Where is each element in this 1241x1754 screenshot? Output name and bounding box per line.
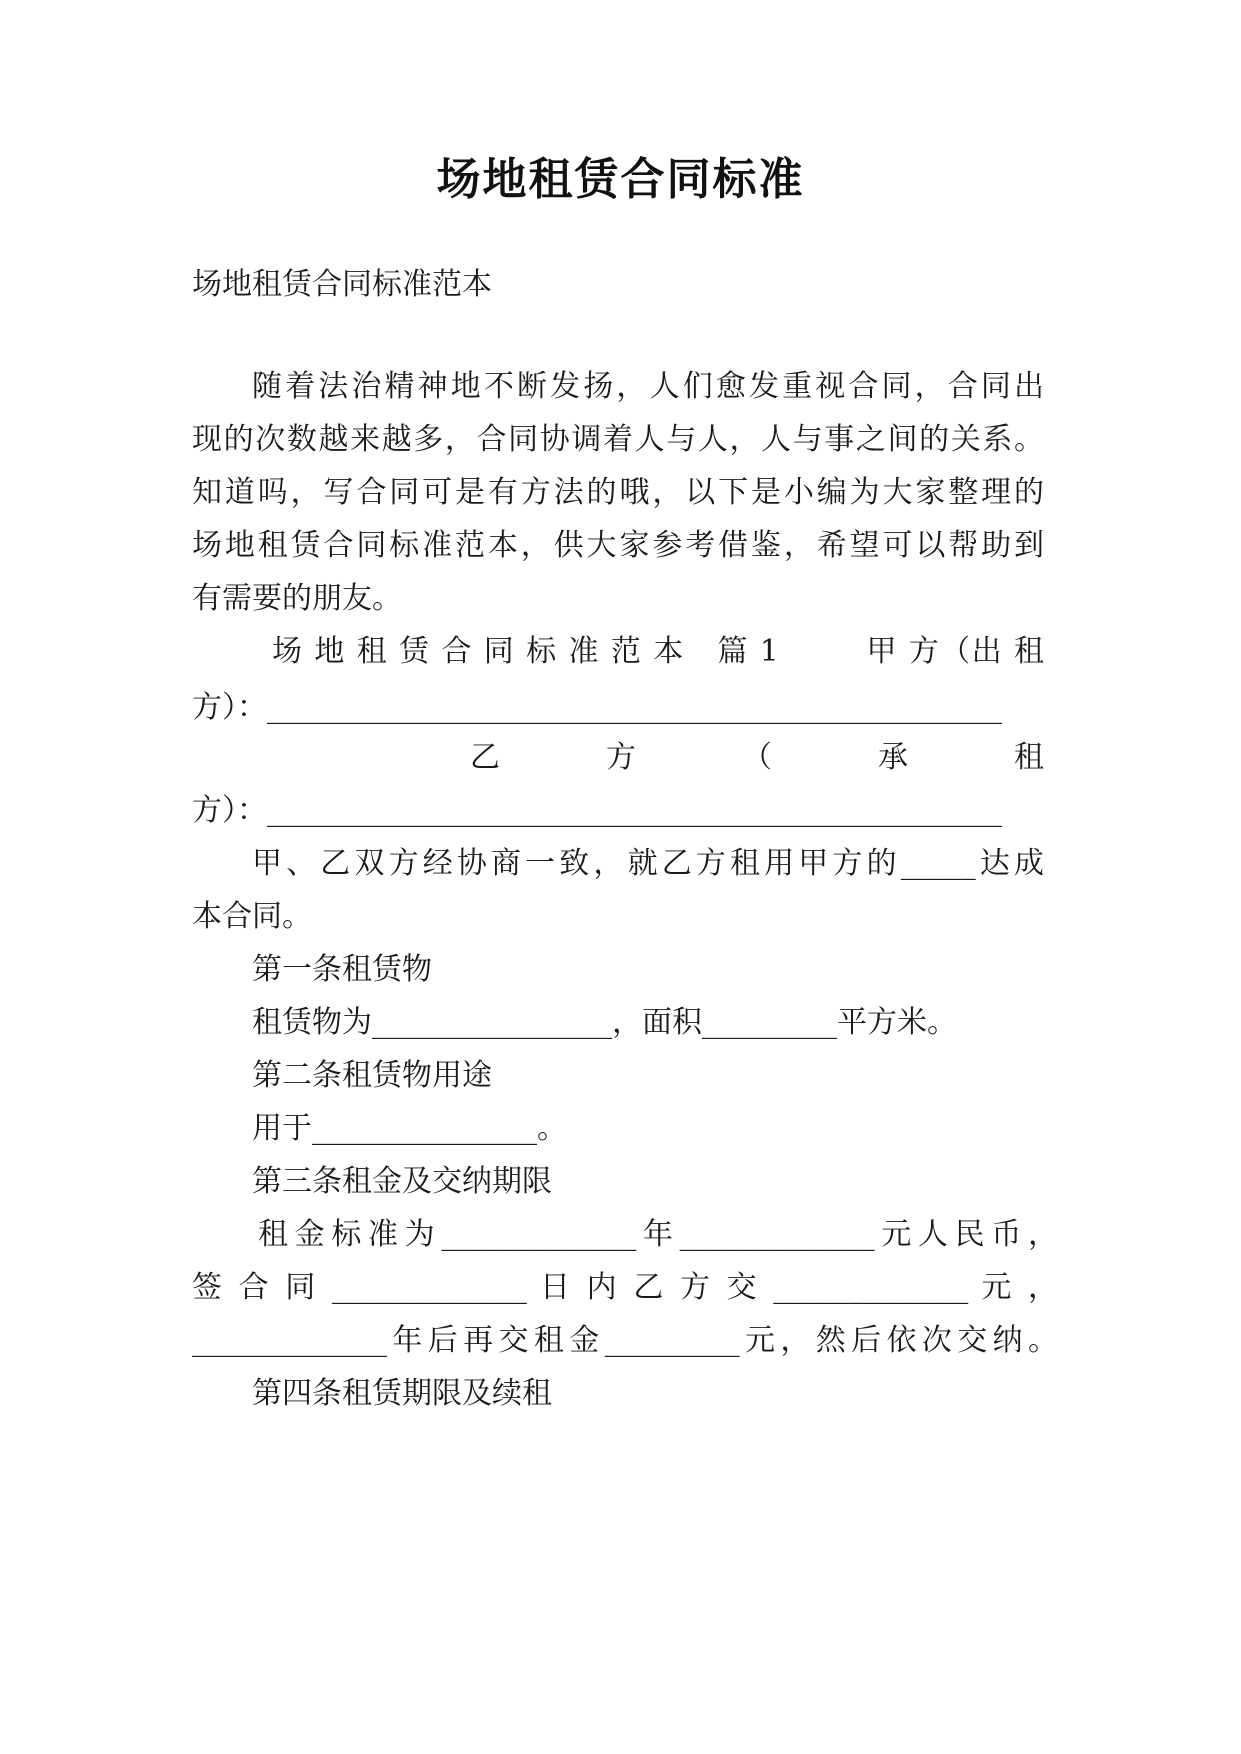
- document-title: 场地租赁合同标准: [436, 154, 805, 205]
- party-a-line: 方）：_________________________________________________: [192, 690, 1002, 725]
- paragraph-line: _____________年后再交租金_________元，然后依次交纳。: [192, 1323, 1058, 1358]
- paragraph-line: 随着法治精神地不断发扬，人们愈发重视合同，合同出: [252, 369, 1044, 404]
- article-heading: 第一条租赁物: [252, 952, 432, 987]
- party-b-heading-line: 乙 方 （ 承 租: [470, 740, 1044, 775]
- paragraph-line: 甲、乙双方经协商一致，就乙方租用甲方的_____达成: [252, 846, 1044, 881]
- article-heading: 第三条租金及交纳期限: [252, 1164, 552, 1199]
- paragraph-line: 签 合 同 _____________ 日 内 乙 方 交 _____________ 元 ，: [192, 1270, 1058, 1305]
- party-b-line: 方）：_________________________________________________: [192, 793, 1002, 828]
- paragraph-line: 租赁物为________________，面积_________平方米。: [252, 1005, 957, 1040]
- paragraph-line: 场地租赁合同标准范本，供大家参考借鉴，希望可以帮助到: [192, 528, 1044, 563]
- article-heading: 第二条租赁物用途: [252, 1058, 492, 1093]
- document-subtitle: 场地租赁合同标准范本: [192, 267, 492, 302]
- paragraph-line: 有需要的朋友。: [192, 581, 402, 616]
- section-heading-line: 场 地 租 赁 合 同 标 准 范 本 篇 1 甲 方（出 租: [272, 634, 1044, 669]
- paragraph-line: 现的次数越来越多，合同协调着人与人，人与事之间的关系。: [192, 422, 1044, 457]
- paragraph-line: 本合同。: [192, 899, 312, 934]
- article-heading: 第四条租赁期限及续租: [252, 1376, 552, 1411]
- paragraph-line: 用于_______________。: [252, 1111, 567, 1146]
- paragraph-line: 知道吗，写合同可是有方法的哦，以下是小编为大家整理的: [192, 475, 1044, 510]
- paragraph-line: 租金标准为_____________年_____________元人民币，: [258, 1217, 1058, 1252]
